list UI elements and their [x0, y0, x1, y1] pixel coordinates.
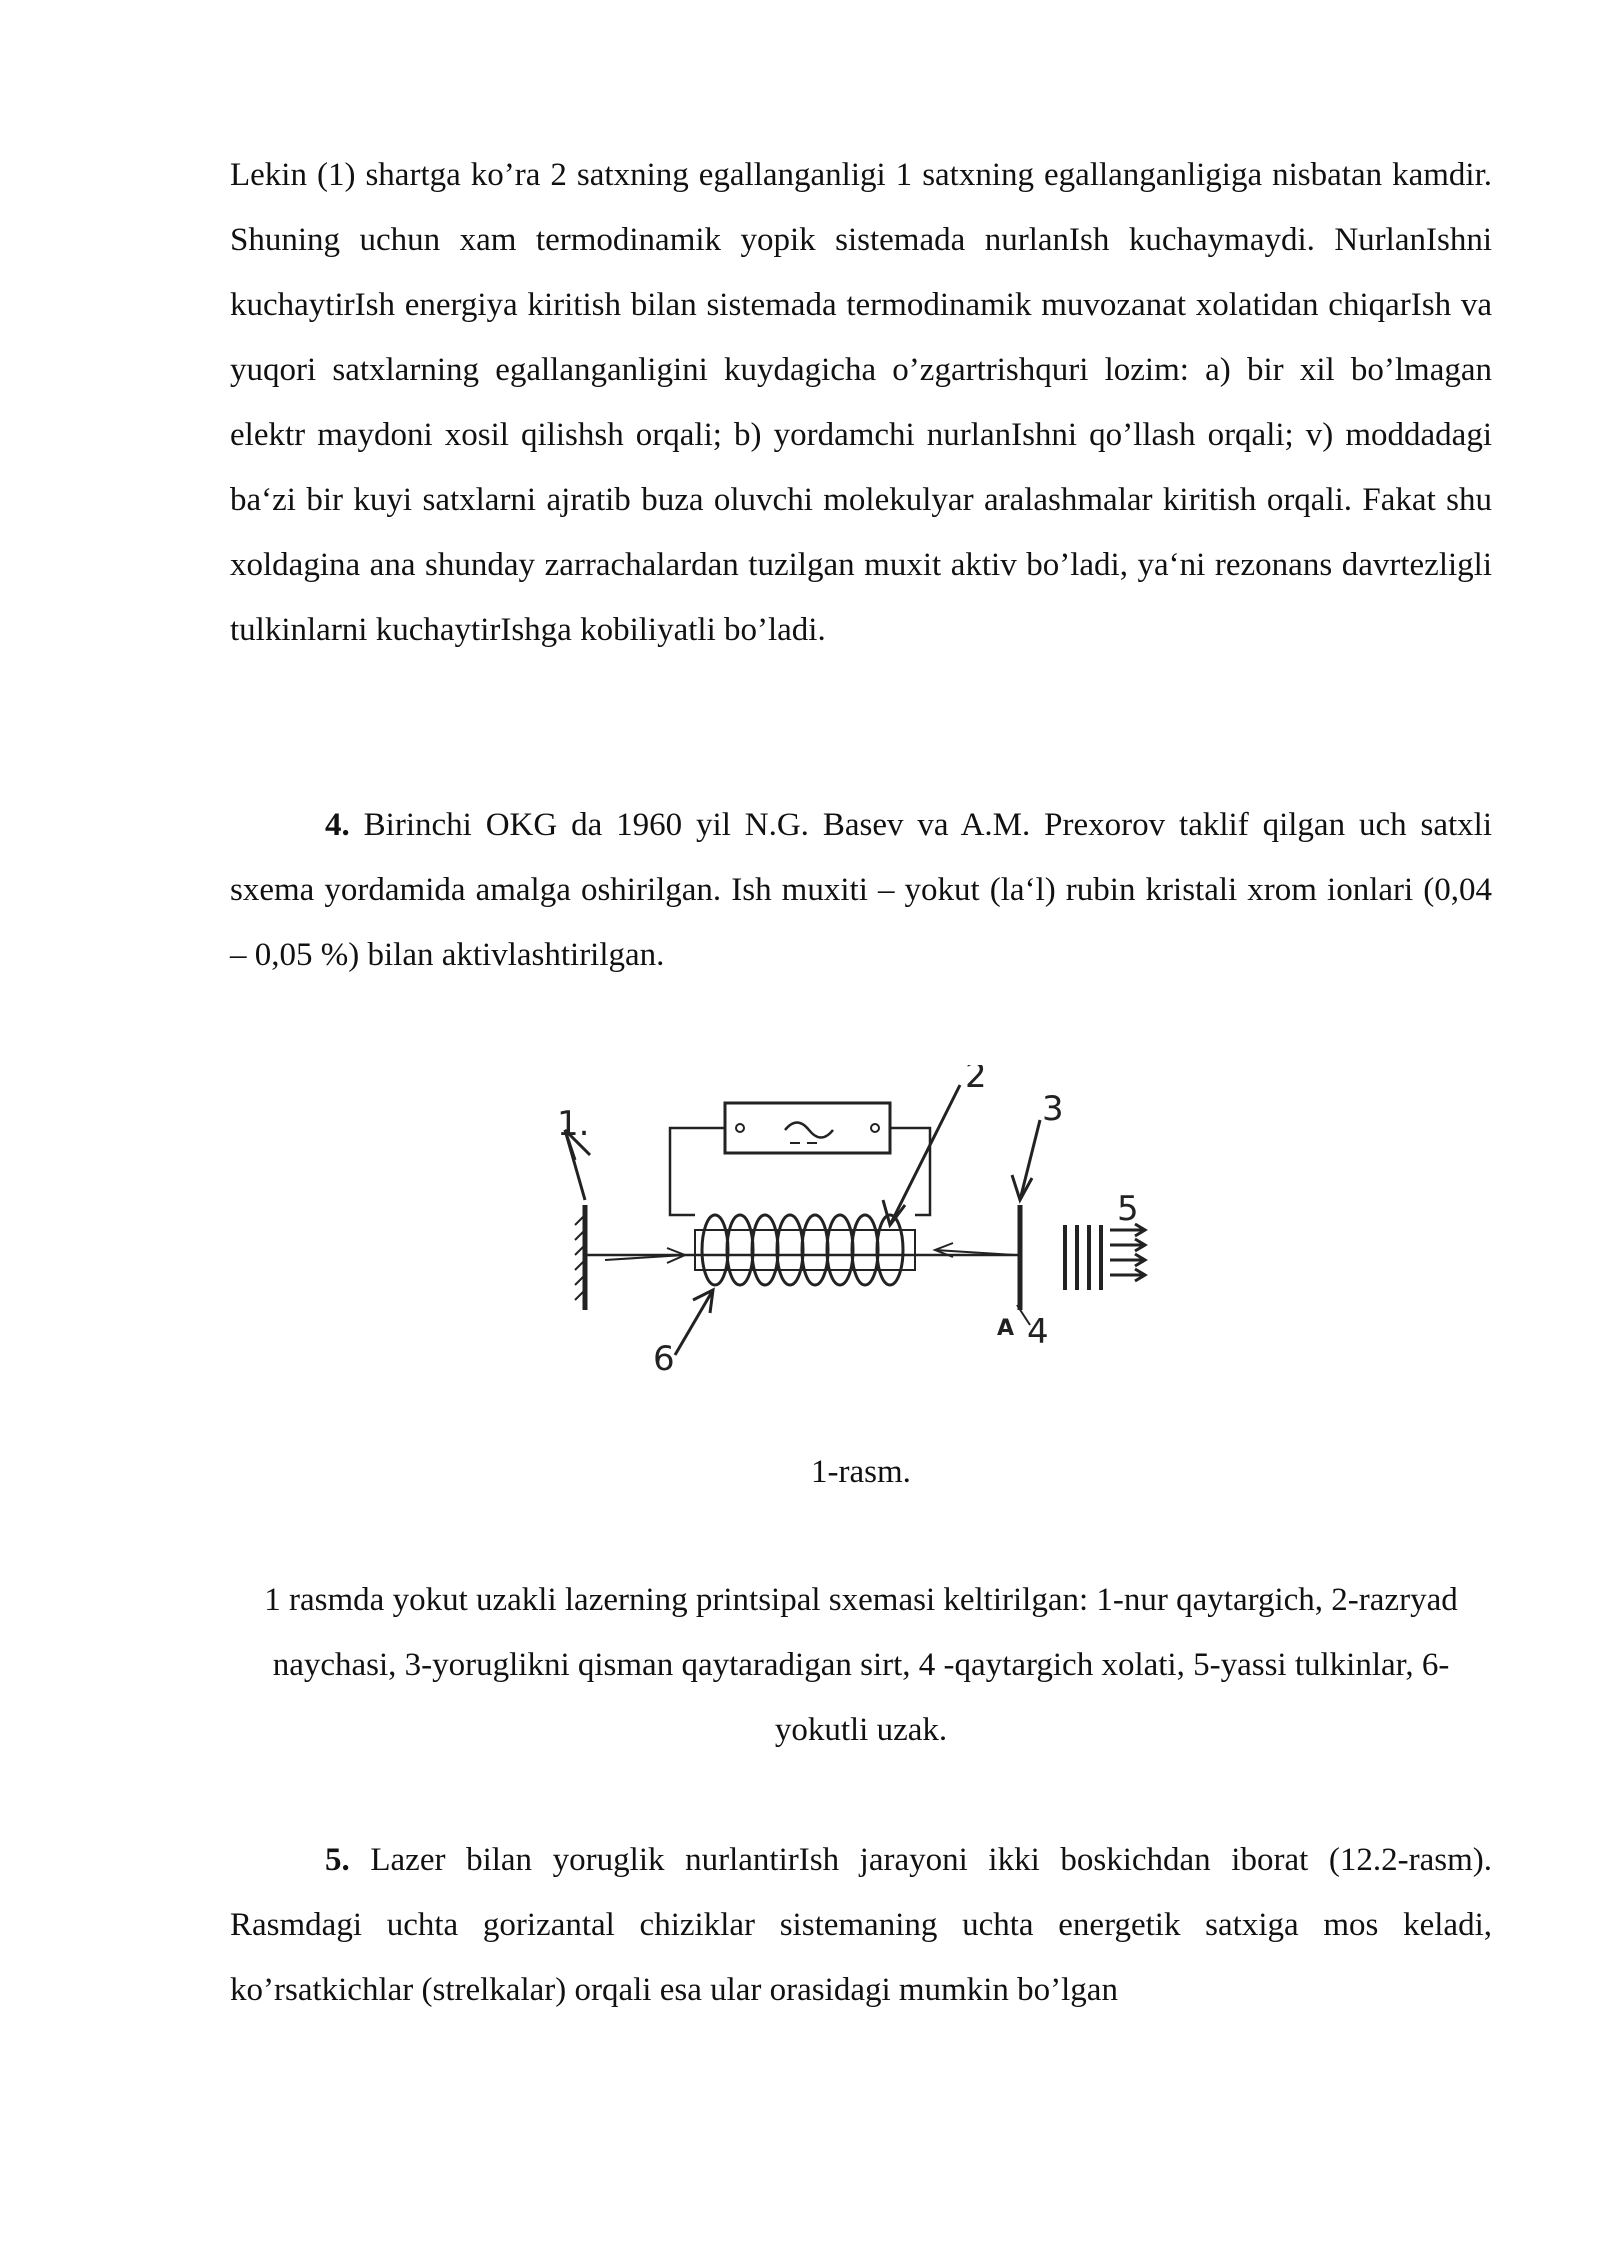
label-1: 1. — [557, 1104, 590, 1144]
ac-symbol — [785, 1123, 833, 1138]
discharge-coil — [702, 1215, 903, 1285]
label-6: 6 — [653, 1339, 675, 1379]
figure-caption: 1-rasm. — [811, 1454, 911, 1490]
output-beam-arrows — [1110, 1224, 1145, 1281]
label-4: 4 — [1027, 1312, 1049, 1352]
paragraph-1-text: Lekin (1) shartga ko’ra 2 satxning egallanganligi 1 satxning egallanganligiga nisbatan kamdir. Shuning uchun xam termodinamik yopik sistemada nurlanIsh kuchaymaydi. NurlanIshni kuchaytirIsh energiya kiritish bilan sistemada termodinamik muvozanat xolatidan chiqarIsh va yuqori satxlarning egallanganligini kuydagicha o’zgartrishquri lozim: a) bir xil bo’lmagan elektr maydoni xosil qilishsh orqali; b) yordamchi nurlanIshni qo’llash orqali; v) moddadagi ba‘zi bir kuyi satxlarni ajratib buza oluvchi molekulyar aralashmalar kiritish orqali. Fakat shu xoldagina ana shunday zarrachalardan tuzilgan muxit aktiv bo’ladi, ya‘ni rezonans davrtezligli tulkinlarni kuchaytirIshga kobiliyatli bo’ladi. — [230, 157, 1492, 648]
wire-right — [890, 1128, 930, 1215]
paragraph-2 — [230, 793, 1492, 988]
plane-waves — [1065, 1225, 1101, 1290]
wire-left — [670, 1128, 725, 1215]
label-3-arrow — [1020, 1120, 1040, 1200]
label-2: 2 — [965, 1065, 987, 1096]
label-a: A — [997, 1316, 1015, 1341]
paragraph-1 — [230, 143, 1492, 663]
paragraph-3 — [230, 1828, 1492, 2023]
paragraph-3-text: Lazer bilan yoruglik nurlantirIsh jarayoni ikki boskichdan iborat (12.2-rasm). Rasmdagi uchta gorizantal chiziklar sistemaning uchta energetik satxiga mos keladi, ko’rsatkichlar (strelkalar) orqali esa ular orasidagi mumkin bo’lgan — [230, 1842, 1492, 2008]
label-2-arrow — [890, 1085, 960, 1225]
label-3: 3 — [1042, 1089, 1064, 1129]
laser-schematic-diagram — [545, 1065, 1195, 1385]
paragraph-3-number: 5. — [325, 1842, 350, 1878]
figure-description: 1 rasmda yokut uzakli lazerning printsipal sxemasi keltirilgan: 1-nur qaytargich, 2-razryad naychasi, 3-yoruglikni qisman qaytaradigan sirt, 4 -qaytargich xolati, 5-yassi tulkinlar, 6-yokutli uzak. — [264, 1582, 1458, 1748]
paragraph-2-text: Birinchi OKG da 1960 yil N.G. Basev va A.M. Prexorov taklif qilgan uch satxli sxema yordamida amalga oshirilgan. Ish muxiti – yokut (la‘l) rubin kristali xrom ionlari (0,04 – 0,05 %) bilan aktivlashtirilgan. — [230, 807, 1492, 973]
laser-schematic-figure — [545, 1065, 1195, 1385]
label-5: 5 — [1117, 1189, 1139, 1229]
paragraph-2-number: 4. — [325, 807, 350, 843]
